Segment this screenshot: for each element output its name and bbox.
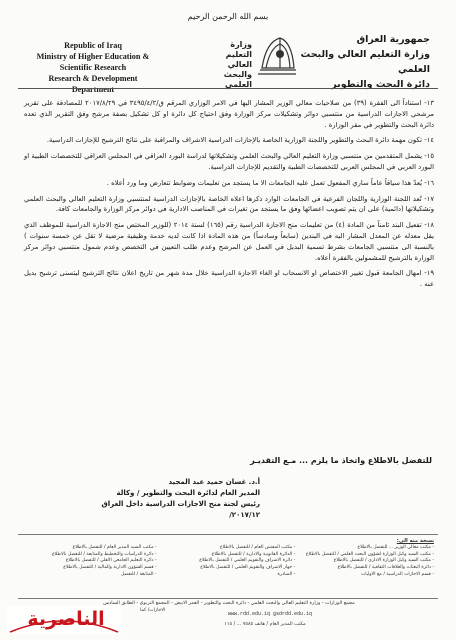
document-body: [24, 98, 434, 295]
distribution-item: - المتابعة / للتفضل: [120, 571, 157, 577]
distribution-item: - مكتب السيد وكيل الوزارة الاداري / للتفضل بالاطلاع: [333, 558, 434, 564]
header-divider: [18, 88, 438, 89]
distribution-item: - قسم الشؤون الادارية والمالية / للتفضل بالاطلاع: [63, 565, 157, 571]
distribution-item: - الدائرة القانونية والادارية / للتفضل بالاطلاع: [211, 551, 296, 557]
distribution-item: - مكتب السيد وكيل الوزارة لشؤون البحث العلمي / للتفضل بالاطلاع: [305, 551, 434, 557]
distribution-column: [163, 545, 296, 579]
distribution-item: - جهاز الاشراف والتقويم العلمي / للتفضل بالاطلاع: [200, 565, 296, 571]
header-english-line: Ministry of Higher Education &: [36, 52, 150, 61]
header-english-line: Republic of Iraq: [64, 41, 122, 50]
header-arabic-line: دائرة البحث والتطوير: [331, 79, 430, 90]
distribution-item: - دائرة التعليم الجامعي الاهلي / للتفضل بالاطلاع: [65, 558, 157, 564]
distribution-item: - مكتب المفتش العام / للتفضل بالاطلاع: [219, 544, 296, 550]
header-arabic-line: جمهورية العراق: [356, 34, 430, 45]
signature-block: [40, 477, 260, 521]
distribution-item: - مكتب معالي الوزير ... للتفضل بالاطلاع: [357, 544, 434, 550]
distribution-title: نسخة منه الى:: [396, 538, 434, 544]
footer-reference: الاجازات/ كما: [140, 608, 166, 613]
paragraph-13: ١٣- استناداً الى الفقرة (٣٩) من صلاحيات معالي الوزير المشار اليها في الامر الوزاري المرقم ق/٣٤٩٥/٤/٢ في ٢٠١٧/٨/٢٩ للمصادقة على تقرير مرشحي الاجازات الدراسية من منتسبي دوائر وتشكيلات مركز الوزارة وفق احتياج كل دائرة او كل تشكيل بصفة مرشح وفق التقرير الذي تعده دائرة البحث والتطوير في مقر الوزارة .: [24, 99, 434, 129]
paragraph-14: ١٤- تكون مهمة دائرة البحث والتطوير واللجنة الوزارية الخاصة بالإجازات الدراسية الاشراف والمراقبة على نتائج الترشيح للإجازات الدراسية.: [46, 136, 434, 145]
header-english-line: Department: [71, 85, 115, 94]
distribution-item: - قسم الاجازات الدراسية / مع الاوليات: [360, 571, 434, 577]
distribution-divider: [18, 534, 438, 535]
logo-text: [208, 40, 252, 90]
logo-text-line: التعليم العالي: [225, 50, 252, 69]
signature-name: أ.د. غسان حميد عبد المجيد: [168, 478, 260, 486]
footer-divider: [18, 598, 438, 599]
footer-phone: مكتب المدير العام / هاتف ٧٥٨٥ ... / ١١٥: [224, 622, 306, 627]
watermark-text: الناصرية: [27, 608, 105, 630]
paragraph-18: ١٨- تفعيل البند ثامناً من المادة (٤) من تعليمات منح الاجازة الدراسية رقم (١٦٥) لسنة ٢٠١٤ (للوزير المختص منح الاجازة الدراسية للموظف الذي يقل معدله عن المعدل المشار اليه في البندين (سابعاً وسادساً) من هذه المادة اذا كانت لديه خدمة وظيفية مرضية لا تقل عن خمسة سنوات ) بالنسبة الى منتسبي الجامعات بشرط تسمية البديل في العمل عن المرشح وعدم طلب التعيين في التخصص وعدم شمول منتسبي دوائر مركز الوزارة بالترشيح للمشمولين بالفقرة أعلاه.: [24, 221, 435, 262]
distribution-column: [24, 545, 157, 579]
distribution-item: - مكتب السيد المدير العام / للتفضل بالاطلاع: [72, 544, 157, 550]
paragraph-19: ١٩- امهال الجامعة قبول تغيير الاختصاص او الانسحاب او الغاء الاجازة الدراسية خلال مدة شهر من تاريخ اعلان نتائج الترشيح ليتسنى ترشيح بديل عنه .: [24, 269, 434, 289]
signature-date: ٢٠١٧/١٢/: [229, 511, 260, 519]
distribution-item: - الصادرة: [277, 571, 296, 577]
footer-address: مجمع الوزارات - وزارة التعليم العالي والبحث العلمي - دائرة البحث والتطوير - العمر الابيض - المجمع التربوي - الطابق السادس: [103, 601, 355, 606]
header-arabic-line: وزارة التعليم العالي والبحث العلمي: [300, 49, 430, 75]
closing-line: للتفضل بالاطلاع واتخاذ ما يلزم ... مـع التقديـر: [250, 456, 432, 465]
paragraph-16: ١٦- يُعدّ هذا سياقاً عاماً ساري المفعول تعمل عليه الجامعات الا ما يستجد من تعليمات وضوابط تتعارض وما ورد أعلاه .: [106, 178, 434, 187]
header-arabic: [280, 32, 430, 92]
paragraph-15: ١٥- يشمل المتقدمين من منتسبي وزارة التعليم العالي والبحث العلمي وتشكيلاتها لدراسة البورد العراقي في المجلس العراقي للتخصصات الطبية او البورد العربي في المجلس العربي للتخصصات الطبية والتقديم للإجازات الدراسية.: [24, 152, 434, 171]
distribution-columns: [24, 545, 434, 579]
paragraph-17: ١٧- تُعد اللجنة الوزارية واللجان الفرعية في الجامعات الوارد ذكرها اعلاه الخاصة بالإجازات الدراسية لمنتسبي وزارة التعليم العالي والبحث العلمي وتشكيلاتها (دائمية) على ان يتم تصويب اعضائها وفق ما يستجد من تغيرات في المناصب الادارية في دوائر مركز الوزارة والجامعات كافة.: [24, 194, 434, 214]
logo-text-line: والبحث العلمي: [223, 70, 252, 89]
basmala: بسم الله الرحمن الرحيم: [187, 12, 269, 21]
distribution-item: - دائرة البعثات والعلاقات الثقافية / للتفضل بالاطلاع: [337, 565, 434, 571]
distribution-column: [301, 545, 434, 579]
header-english-line: Research & Development: [48, 74, 138, 83]
distribution-item: - دائرة الاشراف والتقويم العلمي / للتفضل بالاطلاع: [199, 558, 296, 564]
signature-role: رئيس لجنة منح الاجازات الدراسية داخل العراق: [101, 500, 260, 508]
distribution-item: - دائرة الدراسات والتخطيط والمتابعة / للتفضل بالاطلاع: [51, 551, 157, 557]
header-english-line: Scientific Research: [59, 63, 127, 72]
signature-title: المدير العام لدائرة البحث والتطوير / وكالة: [116, 489, 260, 497]
footer-websites: www.rdd.edu.iq gsdrdd.edu.iq: [227, 611, 312, 617]
header-english: [28, 40, 158, 95]
distribution-list: [24, 538, 434, 579]
logo-text-line: وزارة: [230, 40, 252, 49]
